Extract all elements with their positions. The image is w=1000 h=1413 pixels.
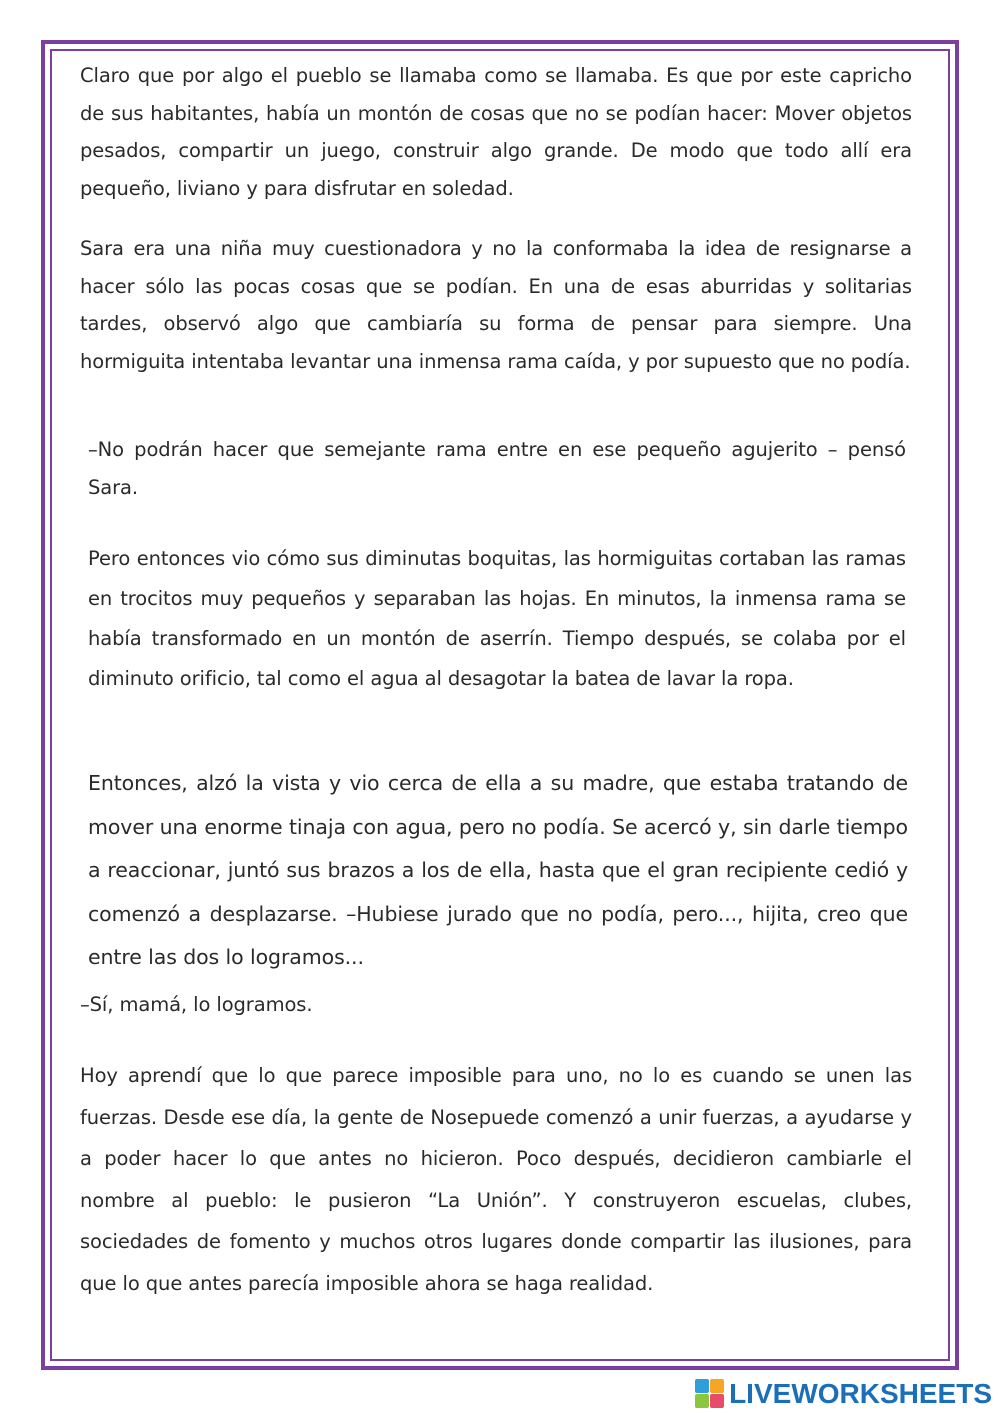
story-paragraph-1: Claro que por algo el pueblo se llamaba como se llamaba. Es que por este capricho de sus habitantes, había un montón de cosas que no se podían hacer: Mover objetos pesados, compartir un juego, construir algo grande. De modo que todo allí era pequeño, liviano y para disfrutar en soledad. <box>80 64 912 200</box>
story-paragraph-4: Pero entonces vio cómo sus diminutas boquitas, las hormiguitas cortaban las ramas en trocitos muy pequeños y separaban las hojas. En minutos, la inmensa rama se había transformado en un montón de aserrín. Tiempo después, se colaba por el diminuto orificio, tal como el agua al desagotar la batea de lavar la ropa. <box>88 547 906 690</box>
liveworksheets-logo-icon <box>695 1379 725 1409</box>
story-paragraph-6: –Sí, mamá, lo logramos. <box>80 993 313 1016</box>
logo-text: LIVEWORKSHEETS <box>729 1378 992 1409</box>
liveworksheets-logo <box>695 1375 992 1413</box>
story-paragraph-3: –No podrán hacer que semejante rama entre en ese pequeño agujerito – pensó Sara. <box>88 438 906 499</box>
story-paragraph-7: Hoy aprendí que lo que parece imposible para uno, no lo es cuando se unen las fuerzas. Desde ese día, la gente de Nosepuede comenzó a unir fuerzas, a ayudarse y a poder hacer lo que antes no hicieron. Poco después, decidieron cambiarle el nombre al pueblo: le pusieron “La Unión”. Y construyeron escuelas, clubes, sociedades de fomento y muchos otros lugares donde compartir las ilusiones, para que lo que antes parecía imposible ahora se haga realidad. <box>80 1064 912 1295</box>
story-paragraph-5: Entonces, alzó la vista y vio cerca de ella a su madre, que estaba tratando de mover una enorme tinaja con agua, pero no podía. Se acercó y, sin darle tiempo a reaccionar, juntó sus brazos a los de ella, hasta que el gran recipiente cedió y comenzó a desplazarse. –Hubiese jurado que no podía, pero..., hijita, creo que entre las dos lo logramos... <box>88 771 908 969</box>
story-paragraph-2: Sara era una niña muy cuestionadora y no la conformaba la idea de resignarse a hacer sólo las pocas cosas que se podían. En una de esas aburridas y solitarias tardes, observó algo que cambiaría su forma de pensar para siempre. Una hormiguita intentaba levantar una inmensa rama caída, y por supuesto que no podía. <box>80 237 912 373</box>
